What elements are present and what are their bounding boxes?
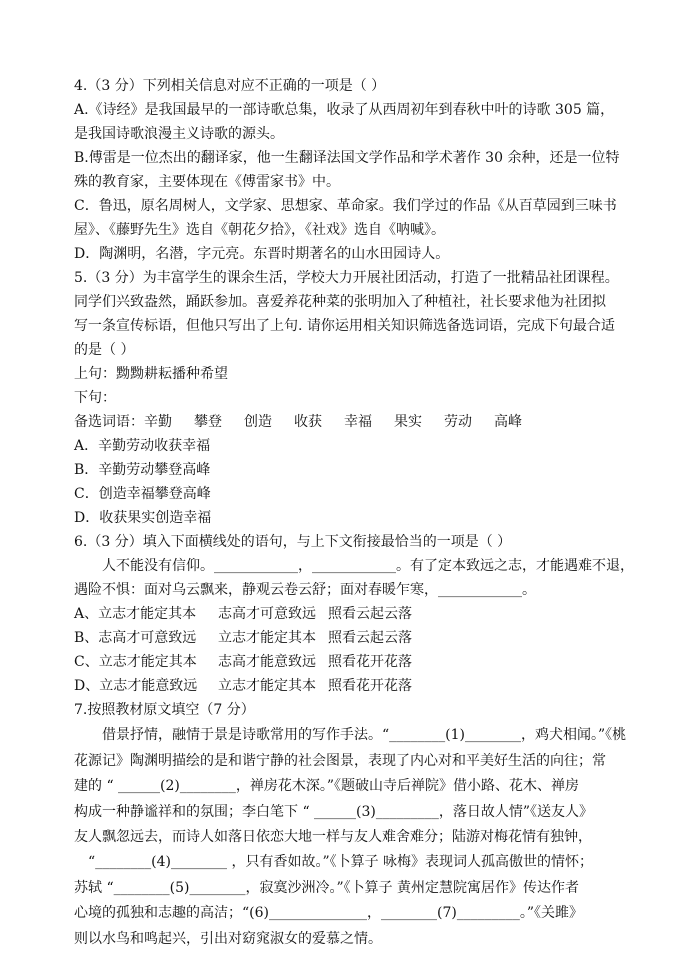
q4-option-b: B.傅雷是一位杰出的翻译家，他一生翻译法国文学作品和学术著作 30 余种，还是一位特 xyxy=(74,150,620,166)
q6-option-a xyxy=(74,602,634,626)
q5-option-a: A．辛勤劳动收获幸福 xyxy=(74,438,211,454)
q5-option-b: B．辛勤劳动攀登高峰 xyxy=(74,462,211,478)
q6-option-text: D、立志才能意致远 xyxy=(74,678,198,694)
q7-line: 构成一种静谧祥和的氛围；李白笔下 “ ______(3)_________，落日故人情”《送友人》 xyxy=(74,803,594,820)
q7-line: “________(4)________ ，只有香如故。”《卜算子 咏梅》表现词人孤高傲世的情怀； xyxy=(88,854,594,871)
vocab-word: 辛勤 xyxy=(144,414,172,430)
q6-option-text: 照看花开花落 xyxy=(328,654,412,670)
document-page xyxy=(74,74,634,952)
q6-option-text: 志高才能意致远 xyxy=(218,654,316,670)
question-4 xyxy=(74,74,634,266)
vocab-word: 幸福 xyxy=(344,414,372,430)
q6-option-text: 志高才可意致远 xyxy=(218,606,316,622)
q7-line: 则以水鸟和鸣起兴，引出对窈窕淑女的爱慕之情。 xyxy=(74,930,382,947)
q6-option-text: C、立志才能定其本 xyxy=(74,654,197,670)
q4-stem: 4.（3 分）下列相关信息对应不正确的一项是（ ） xyxy=(74,78,386,94)
q5-lower-line: 下句： xyxy=(74,390,116,406)
q6-option-b xyxy=(74,626,634,650)
q5-stem-2: 同学们兴致盎然，踊跃参加。喜爱养花种菜的张明加入了种植社，社长要求他为社团拟 xyxy=(74,294,606,310)
question-7 xyxy=(74,698,634,952)
vocab-word: 果实 xyxy=(394,414,422,430)
q5-vocab-list xyxy=(74,410,634,434)
q5-upper-line: 上句：黝黝耕耘播种希望 xyxy=(74,366,228,382)
question-5 xyxy=(74,266,634,530)
q7-line: 心境的孤独和志趣的高洁；“(6)______________，________(7)_________。”《关雎》 xyxy=(74,905,583,922)
q5-stem-3: 写一条宣传标语，但他只写出了上句. 请你运用相关知识筛选备选词语，完成下句最合适 xyxy=(74,318,615,334)
q4-option-a: A.《诗经》是我国最早的一部诗歌总集，收录了从西周初年到春秋中叶的诗歌 305 篇， xyxy=(74,102,615,118)
q6-passage: 人不能没有信仰。____________，____________。有了定本致远之志，才能遇难不退， xyxy=(102,558,634,574)
q6-option-d xyxy=(74,674,634,698)
q4-option-a-cont: 是我国诗歌浪漫主义诗歌的源头。 xyxy=(74,126,284,142)
q5-option-c: C．创造幸福攀登高峰 xyxy=(74,486,211,502)
q7-line: 建的 “ ______(2)________，禅房花木深。”《题破山寺后禅院》借小路、花木、禅房 xyxy=(74,778,580,795)
q6-option-text: 立志才能定其本 xyxy=(218,630,316,646)
q7-line: 苏轼 “________(5)________，寂寞沙洲冷。”《卜算子 黄州定慧院寓居作》传达作者 xyxy=(74,879,580,896)
q6-option-text: B、志高才可意致远 xyxy=(74,630,197,646)
q4-option-b-cont: 殊的教育家，主要体现在《傅雷家书》中。 xyxy=(74,174,340,190)
q6-option-text: 立志才能定其本 xyxy=(218,678,316,694)
vocab-word: 创造 xyxy=(244,414,272,430)
vocab-word: 攀登 xyxy=(194,414,222,430)
q4-option-d: D．陶渊明，名潜，字元亮。东晋时期著名的山水田园诗人。 xyxy=(74,246,450,262)
q7-line: 花源记》陶渊明描绘的是和谐宁静的社会图景，表现了内心对和平美好生活的向往；常 xyxy=(74,752,606,769)
vocab-word: 劳动 xyxy=(444,414,472,430)
question-6 xyxy=(74,530,634,698)
q4-option-c-cont: 屋》、《藤野先生》选自《朝花夕拾》，《社戏》选自《呐喊》。 xyxy=(74,222,445,238)
q6-option-text: A、立志才能定其本 xyxy=(74,606,197,622)
q6-stem: 6.（3 分）填入下面横线处的语句，与上下文衔接最恰当的一项是（ ） xyxy=(74,534,512,550)
q5-vocab-label: 备选词语： xyxy=(74,414,144,430)
q6-passage-cont: 遇险不惧：面对乌云飘来，静观云卷云舒；面对春暖乍寒，____________。 xyxy=(74,582,536,598)
vocab-word: 收获 xyxy=(294,414,322,430)
q6-option-text: 照看云起云落 xyxy=(328,606,412,622)
q7-line: 借景抒情，融情于景是诗歌常用的写作手法。“________(1)________，鸡犬相闻。”《桃 xyxy=(102,727,627,744)
q7-stem: 7.按照教材原文填空（7 分） xyxy=(74,702,255,718)
q6-option-c xyxy=(74,650,634,674)
q5-stem-4: 的是（ ） xyxy=(74,342,135,358)
q7-line: 友人飘忽远去，而诗人如落日依恋大地一样与友人难舍难分；陆游对梅花情有独钟， xyxy=(74,828,592,845)
q5-stem: 5.（3 分）为丰富学生的课余生活，学校大力开展社团活动，打造了一批精品社团课程。 xyxy=(74,270,619,286)
q6-option-text: 照看花开花落 xyxy=(328,678,412,694)
q4-option-c: C．鲁迅，原名周树人，文学家、思想家、革命家。我们学过的作品《从百草园到三味书 xyxy=(74,198,617,214)
vocab-word: 高峰 xyxy=(494,414,522,430)
q6-option-text: 照看云起云落 xyxy=(328,630,412,646)
q5-option-d: D．收获果实创造幸福 xyxy=(74,510,212,526)
